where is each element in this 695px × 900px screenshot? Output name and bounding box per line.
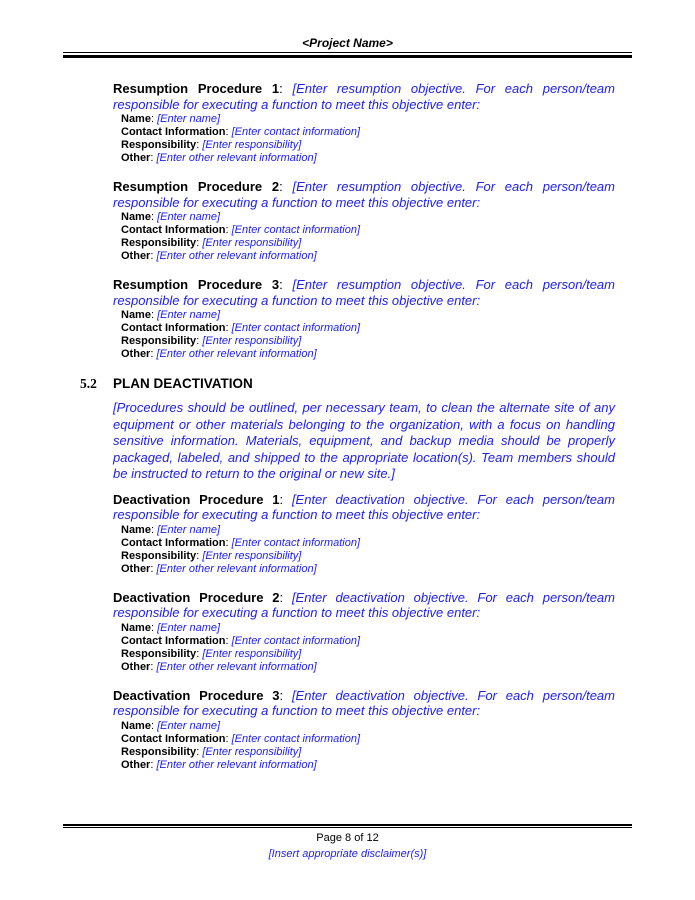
procedure-paragraph [113,81,615,112]
field-label: Name [121,309,151,321]
colon: : [279,277,283,292]
field-placeholder: [Enter responsibility] [202,237,302,249]
field-placeholder: [Enter other relevant information] [156,758,317,771]
field-row [121,661,615,674]
field-placeholder: [Enter other relevant information] [156,660,317,673]
field-row [121,126,615,139]
field-label: Responsibility [121,647,197,660]
colon: : [196,745,200,758]
procedure-objective-placeholder: [Enter resumption objective. For each person/team responsible for executing a function to meet this objective enter: [113,277,615,308]
field-placeholder: [Enter other relevant information] [156,250,317,262]
field-placeholder: [Enter name] [157,621,221,634]
field-row [121,759,615,772]
field-label: Other [121,152,151,164]
colon: : [150,348,154,360]
field-placeholder: [Enter responsibility] [202,745,302,758]
field-row [121,250,615,263]
field-placeholder: [Enter contact information] [231,634,361,647]
field-placeholder: [Enter name] [157,309,221,321]
field-placeholder: [Enter responsibility] [202,335,302,347]
colon: : [279,81,283,96]
field-row [121,524,615,537]
field-row [121,622,615,635]
field-row [121,733,615,746]
colon: : [150,250,154,262]
procedure-title: Resumption Procedure 2 [113,179,280,194]
field-label: Responsibility [121,549,197,562]
colon: : [150,621,155,634]
colon: : [279,589,284,605]
field-placeholder: [Enter other relevant information] [156,348,317,360]
procedure-title: Deactivation Procedure 2 [113,589,280,605]
header-rule [63,55,632,58]
section-intro-placeholder: [Procedures should be outlined, per necessary team, to clean the alternate site of any equipment or other materials belonging to the organization, with a focus on handling sensitive information. Materials, equipment, and backup media should be properly packaged, labeled, and shipped to the appropriate location(s). Team members should be instructed to return to the original or new site.] [113,400,615,481]
field-placeholder: [Enter name] [157,523,221,536]
field-row [121,224,615,237]
procedure-objective-placeholder: [Enter resumption objective. For each person/team responsible for executing a function to meet this objective enter: [113,179,615,210]
colon: : [225,322,229,334]
field-label: Responsibility [121,139,197,151]
colon: : [150,523,155,536]
section-title: PLAN DEACTIVATION [113,376,253,391]
field-placeholder: [Enter name] [157,113,221,125]
procedure-title: Deactivation Procedure 1 [113,491,280,507]
footer-disclaimer-placeholder: [Insert appropriate disclaimer(s)] [268,848,427,860]
colon: : [279,687,284,703]
field-label: Other [121,348,151,360]
field-row [121,348,615,361]
colon: : [150,211,155,223]
colon: : [196,335,200,347]
procedure-objective-placeholder: [Enter deactivation objective. For each person/team responsible for executing a function to meet this objective enter: [113,589,615,620]
colon: : [225,634,229,647]
field-placeholder: [Enter name] [157,211,221,223]
field-placeholder: [Enter contact information] [231,126,361,138]
field-label: Name [121,719,151,732]
colon: : [150,152,154,164]
page-number: Page 8 of 12 [316,832,379,844]
procedure-objective-placeholder: [Enter resumption objective. For each person/team responsible for executing a function to meet this objective enter: [113,81,615,112]
header-title: <Project Name> [63,36,632,53]
colon: : [196,647,200,660]
field-label: Other [121,250,151,262]
field-row [121,635,615,648]
procedure-objective-placeholder: [Enter deactivation objective. For each person/team responsible for executing a function to meet this objective enter: [113,687,615,718]
procedure-paragraph [113,492,615,523]
field-placeholder: [Enter responsibility] [202,647,302,660]
footer-rule-thick [63,824,632,826]
procedure-block [113,688,615,772]
field-row [121,237,615,250]
colon: : [150,113,155,125]
procedure-title: Resumption Procedure 1 [113,81,280,96]
procedure-title: Deactivation Procedure 3 [113,687,280,703]
section-number: 5.2 [80,376,97,391]
document-body [80,81,615,786]
colon: : [150,719,155,732]
procedure-block [113,590,615,674]
colon: : [196,549,200,562]
field-label: Contact Information [121,536,226,549]
colon: : [196,139,200,151]
procedure-paragraph [113,179,615,210]
procedure-block [113,179,615,263]
footer-rule-thin [63,827,632,828]
colon: : [150,562,154,575]
section-heading [80,375,615,392]
procedure-paragraph [113,277,615,308]
field-row [121,563,615,576]
page-header [63,36,632,58]
field-row [121,746,615,759]
field-label: Responsibility [121,237,197,249]
colon: : [225,732,229,745]
field-placeholder: [Enter contact information] [231,536,361,549]
colon: : [150,309,155,321]
procedure-paragraph [113,688,615,719]
field-label: Name [121,523,151,536]
colon: : [150,758,154,771]
field-label: Contact Information [121,732,226,745]
field-label: Name [121,211,151,223]
field-label: Contact Information [121,224,226,236]
colon: : [279,179,283,194]
field-row [121,648,615,661]
field-row [121,211,615,224]
colon: : [150,660,154,673]
field-placeholder: [Enter responsibility] [202,139,302,151]
field-placeholder: [Enter contact information] [231,732,361,745]
field-row [121,309,615,322]
field-placeholder: [Enter other relevant information] [156,562,317,575]
colon: : [279,491,284,507]
colon: : [196,237,200,249]
field-label: Other [121,660,151,673]
field-placeholder: [Enter name] [157,719,221,732]
field-label: Name [121,113,151,125]
procedure-paragraph [113,590,615,621]
field-row [121,550,615,563]
colon: : [225,536,229,549]
procedure-objective-placeholder: [Enter deactivation objective. For each person/team responsible for executing a function to meet this objective enter: [113,491,615,522]
field-placeholder: [Enter responsibility] [202,549,302,562]
field-placeholder: [Enter contact information] [231,322,361,334]
field-label: Other [121,758,151,771]
field-row [121,322,615,335]
field-label: Contact Information [121,322,226,334]
field-row [121,152,615,165]
procedure-block [113,492,615,576]
field-row [121,139,615,152]
field-label: Responsibility [121,335,197,347]
field-row [121,537,615,550]
field-row [121,335,615,348]
field-placeholder: [Enter other relevant information] [156,152,317,164]
page-footer [63,824,632,861]
field-placeholder: [Enter contact information] [231,224,361,236]
field-label: Name [121,621,151,634]
field-label: Contact Information [121,634,226,647]
procedure-block [113,277,615,361]
field-label: Responsibility [121,745,197,758]
procedure-block [113,81,615,165]
procedure-title: Resumption Procedure 3 [113,277,280,292]
field-label: Other [121,562,151,575]
field-row [121,720,615,733]
field-row [121,113,615,126]
colon: : [225,224,229,236]
field-label: Contact Information [121,126,226,138]
colon: : [225,126,229,138]
